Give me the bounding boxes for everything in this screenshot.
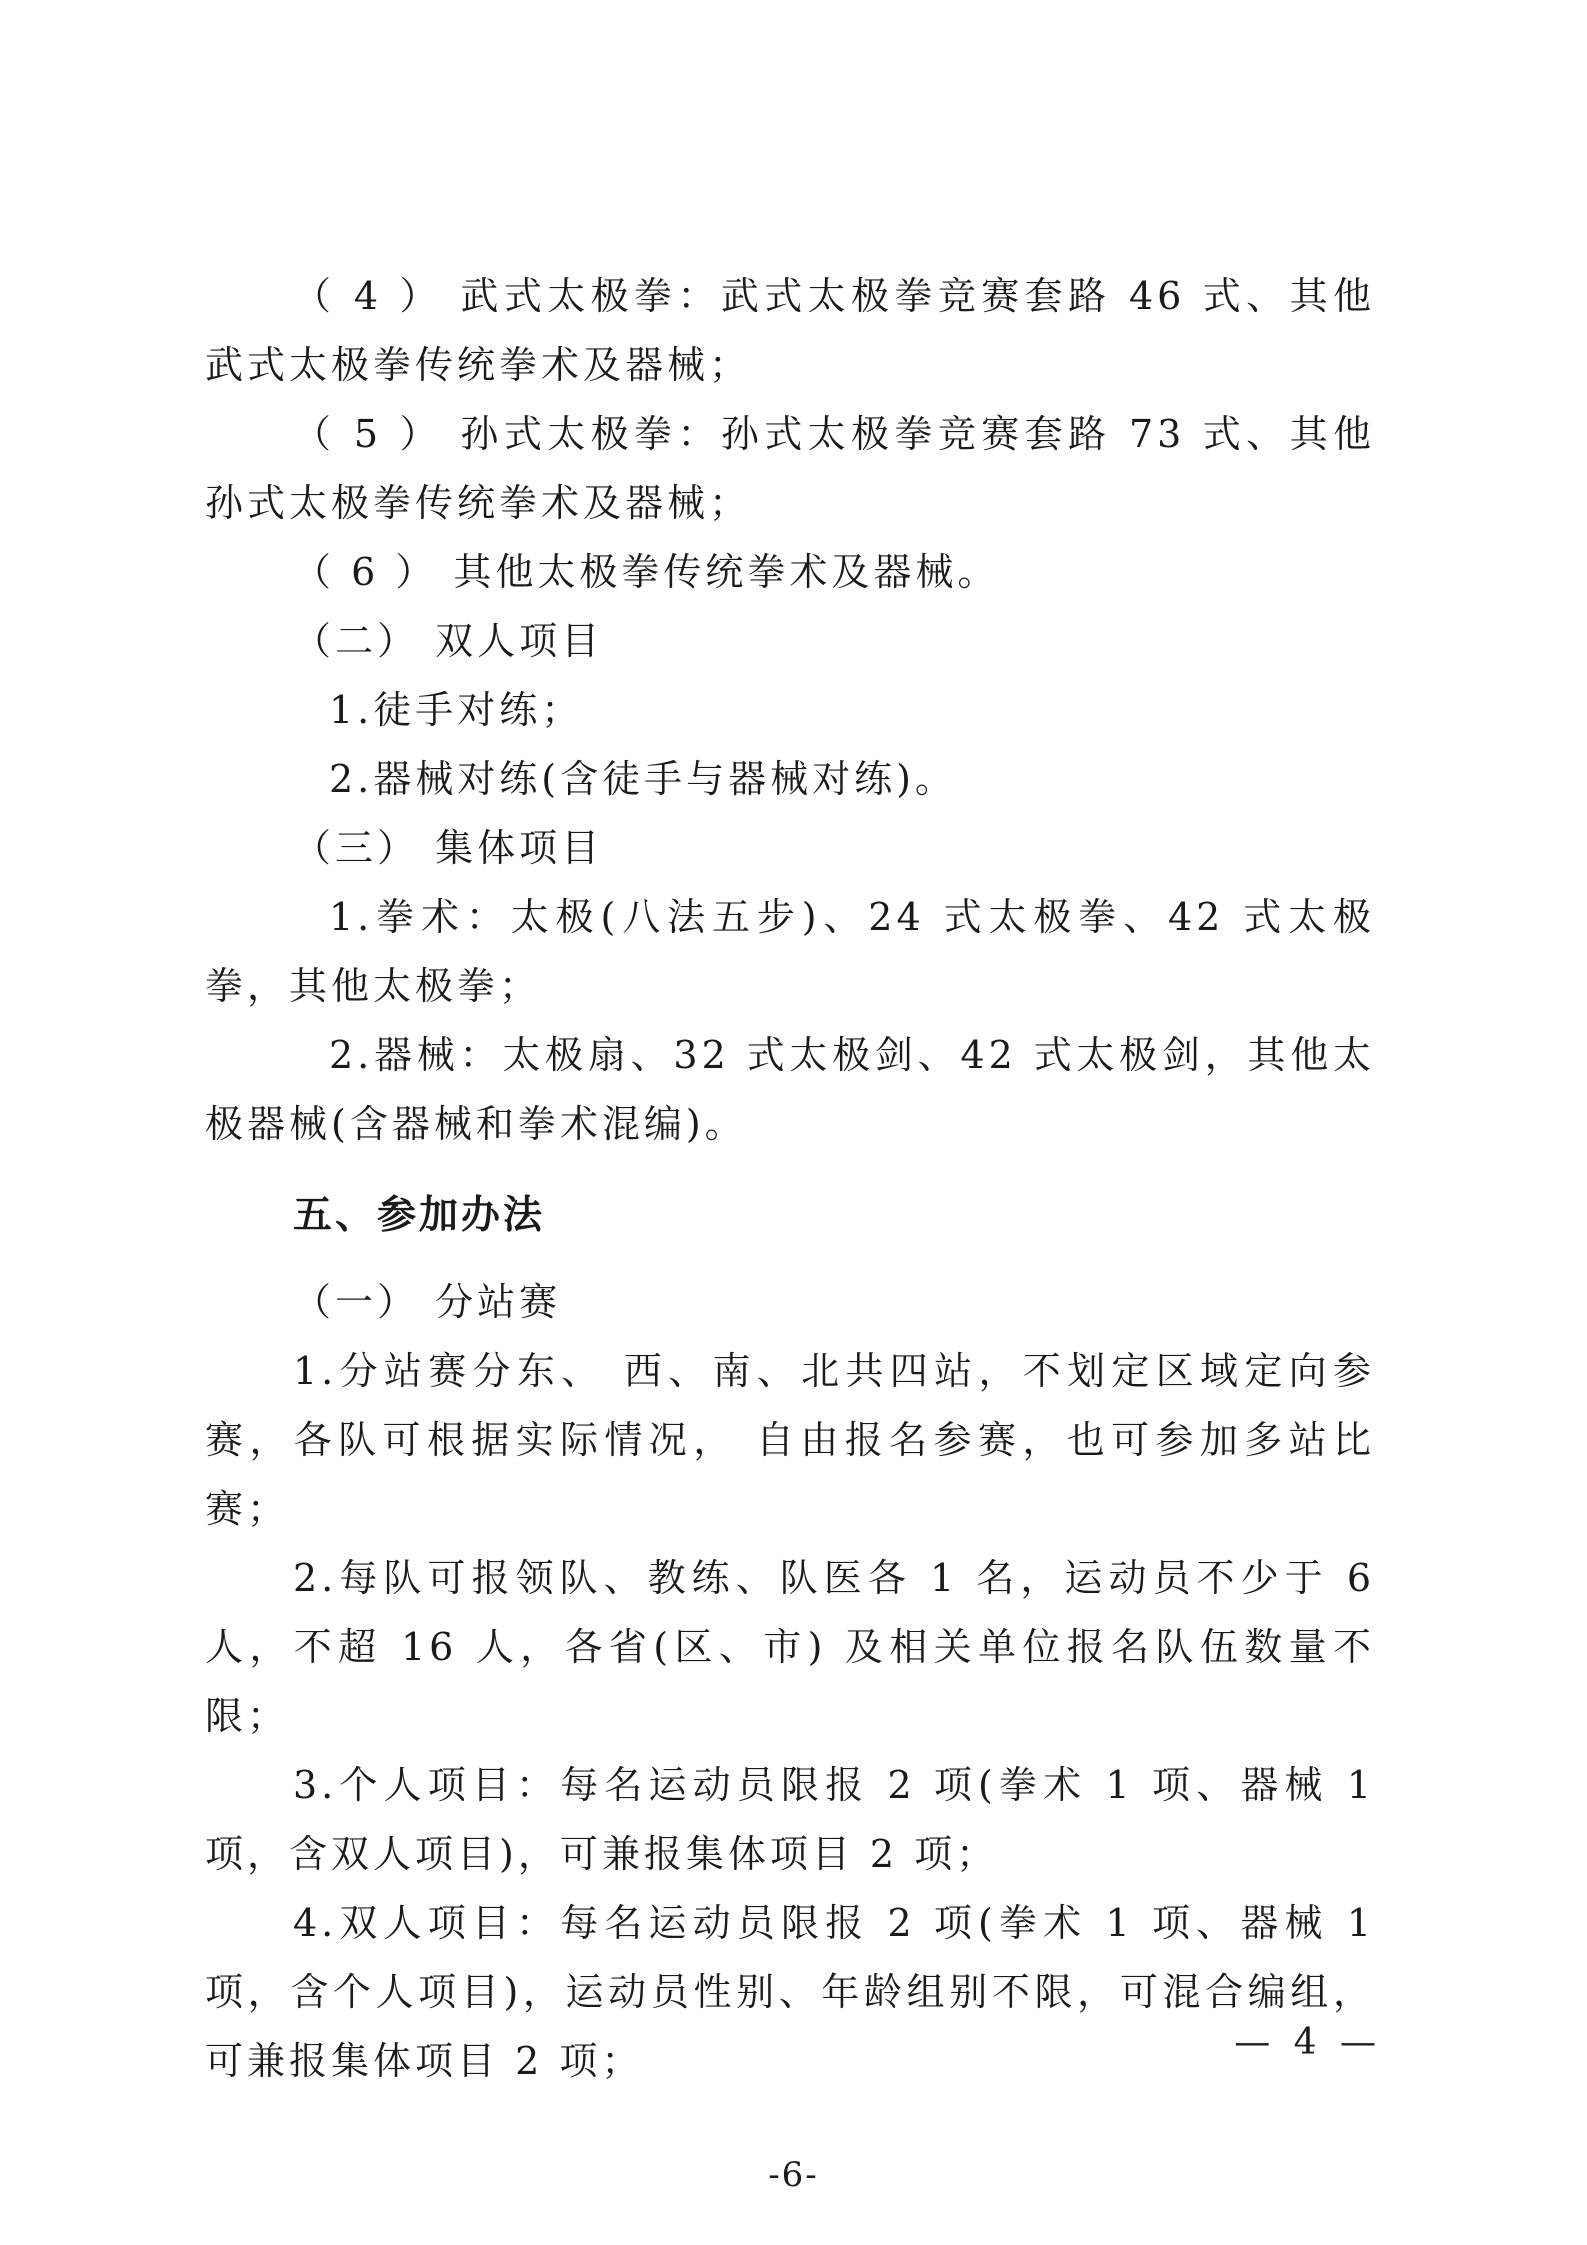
rule-individual-events: 3.个人项目：每名运动员限报 2 项(拳术 1 项、器械 1 项，含双人项目)，可兼报集体项目 2 项； [205,1763,1375,1876]
rule-pair-events: 4.双人项目：每名运动员限报 2 项(拳术 1 项、器械 1 项，含个人项目)，运动员性别、年龄组别不限，可混合编组，可兼报集体项目 2 项； [205,1901,1375,2083]
page-number: -6- [768,2155,819,2195]
paragraph-wu-style-taiji: （ 4 ） 武式太极拳：武式太极拳竞赛套路 46 式、其他武式太极拳传统拳术及器械； [205,274,1375,387]
paragraph-other-taiji: （ 6 ） 其他太极拳传统拳术及器械。 [293,550,1000,594]
list-item-weapon-duel: 2.器械对练(含徒手与器械对练)。 [329,757,957,801]
paragraph-sun-style-taiji: （ 5 ） 孙式太极拳：孙式太极拳竞赛套路 73 式、其他孙式太极拳传统拳术及器械； [205,412,1375,525]
rule-team-size: 2.每队可报领队、教练、队医各 1 名，运动员不少于 6 人，不超 16 人，各省(区、市) 及相关单位报名队伍数量不限； [205,1556,1375,1738]
list-item-barehand-duel: 1.徒手对练； [329,688,584,732]
section-heading-participation: 五、参加办法 [293,1193,546,1238]
subheading-group-events: （三） 集体项目 [293,826,604,870]
subheading-pair-events: （二） 双人项目 [293,619,604,663]
subheading-stage-competition: （一） 分站赛 [293,1280,562,1324]
document-body [205,262,1375,2096]
rule-stations: 1.分站赛分东、 西、南、北共四站，不划定区域定向参赛，各队可根据实际情况， 自由报名参赛，也可参加多站比赛； [205,1349,1375,1531]
list-item-group-weapons: 2.器械：太极扇、32 式太极剑、42 式太极剑，其他太极器械(含器械和拳术混编)。 [205,1033,1375,1146]
folio-page-marker: — 4 — [1234,2022,1382,2063]
list-item-group-boxing: 1.拳术：太极(八法五步)、24 式太极拳、42 式太极拳，其他太极拳； [205,895,1375,1008]
